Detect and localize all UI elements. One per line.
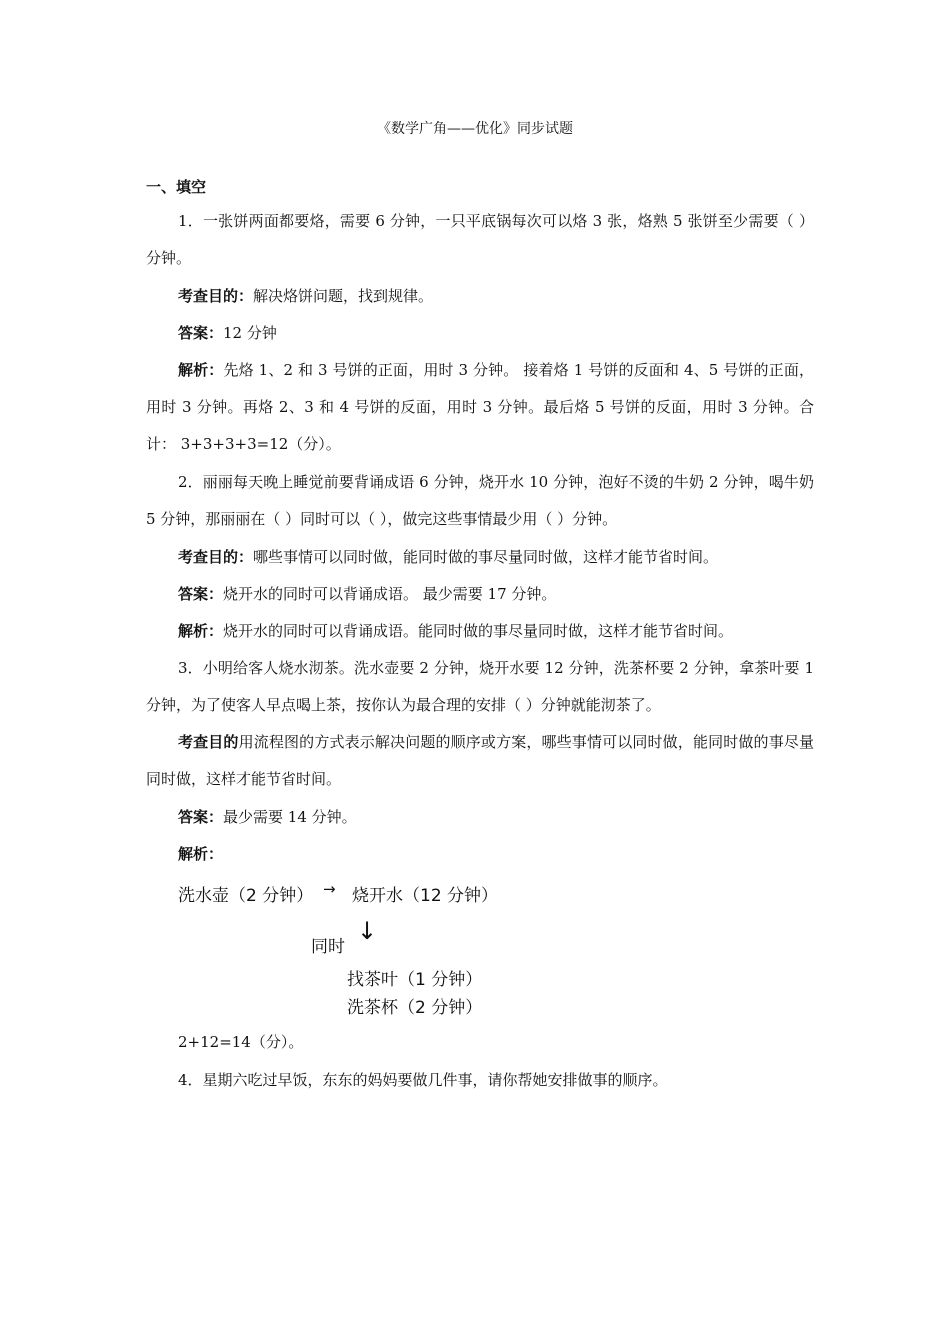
q2-answer — [178, 576, 556, 613]
q2-question: 2．丽丽每天晚上睡觉前要背诵成语 6 分钟，烧开水 10 分钟，泡好不烫的牛奶 2 分钟，喝牛奶 5 分钟，那丽丽在（ ）同时可以（ ），做完这些事情最少用（ ）分钟。 — [146, 473, 814, 528]
arrow-down-icon: ↓ — [357, 917, 378, 945]
q1-purpose-label: 考查目的： — [178, 287, 254, 305]
flow-step-boil-water: 烧开水（12 分钟） — [352, 886, 499, 906]
q3-question: 3．小明给客人烧水沏茶。洗水壶要 2 分钟，烧开水要 12 分钟，洗茶杯要 2 分钟，拿茶叶要 1 分钟，为了使客人早点喝上茶，按你认为最合理的安排（ ）分钟就能沏茶了。 — [146, 659, 814, 714]
q3-answer-label: 答案： — [178, 808, 224, 826]
flow-simultaneous-label: 同时 — [311, 937, 345, 957]
q2-answer-text: 烧开水的同时可以背诵成语。 最少需要 17 分钟。 — [223, 585, 557, 603]
q3-purpose-label: 考查目的 — [178, 733, 239, 751]
q3-analysis — [178, 836, 223, 873]
q3-analysis-label: 解析： — [178, 845, 224, 863]
q1-answer-text: 12 分钟 — [223, 324, 277, 342]
q2-purpose — [178, 539, 718, 576]
q2-purpose-label: 考查目的： — [178, 548, 254, 566]
document-title: 《数学广角——优化》同步试题 — [377, 121, 573, 137]
q2-analysis-label: 解析： — [178, 622, 224, 640]
q3-answer — [178, 799, 357, 836]
q3-result: 2+12=14（分）。 — [178, 1033, 304, 1051]
q4-question: 4．星期六吃过早饭，东东的妈妈要做几件事，请你帮她安排做事的顺序。 — [178, 1071, 668, 1089]
q1-analysis — [146, 352, 814, 463]
q1-analysis-text: 先烙 1、2 和 3 号饼的正面，用时 3 分钟。 接着烙 1 号饼的反面和 4、5 号饼的正面，用时 3 分钟。再烙 2、3 和 4 号饼的反面，用时 3 分钟。最后烙 5 号饼的反面，用时 3 分钟。合计： 3+3+3+3=12（分）。 — [146, 361, 814, 453]
arrow-right-icon: → — [323, 880, 336, 898]
section-heading: 一、填空 — [146, 178, 207, 196]
q2-answer-label: 答案： — [178, 585, 224, 603]
q2-analysis — [178, 613, 733, 650]
q2-purpose-text: 哪些事情可以同时做，能同时做的事尽量同时做，这样才能节省时间。 — [253, 548, 719, 566]
q3-answer-text: 最少需要 14 分钟。 — [223, 808, 357, 826]
q1-purpose-text: 解决烙饼问题，找到规律。 — [253, 287, 434, 305]
q1-analysis-label: 解析： — [178, 361, 224, 379]
q3-purpose — [146, 724, 814, 798]
q3-purpose-text: 用流程图的方式表示解决问题的顺序或方案，哪些事情可以同时做，能同时做的事尽量同时做，这样才能节省时间。 — [146, 733, 814, 788]
q1-answer — [178, 315, 277, 352]
q1-question: 1．一张饼两面都要烙，需要 6 分钟，一只平底锅每次可以烙 3 张，烙熟 5 张饼至少需要（ ）分钟。 — [146, 212, 814, 267]
flow-step-wash-cups: 洗茶杯（2 分钟） — [347, 998, 483, 1018]
q1-purpose — [178, 278, 433, 315]
q1-answer-label: 答案： — [178, 324, 224, 342]
flow-step-wash-kettle: 洗水壶（2 分钟） — [178, 886, 314, 906]
q2-analysis-text: 烧开水的同时可以背诵成语。能同时做的事尽量同时做，这样才能节省时间。 — [223, 622, 734, 640]
flow-step-get-tea: 找茶叶（1 分钟） — [347, 970, 483, 990]
